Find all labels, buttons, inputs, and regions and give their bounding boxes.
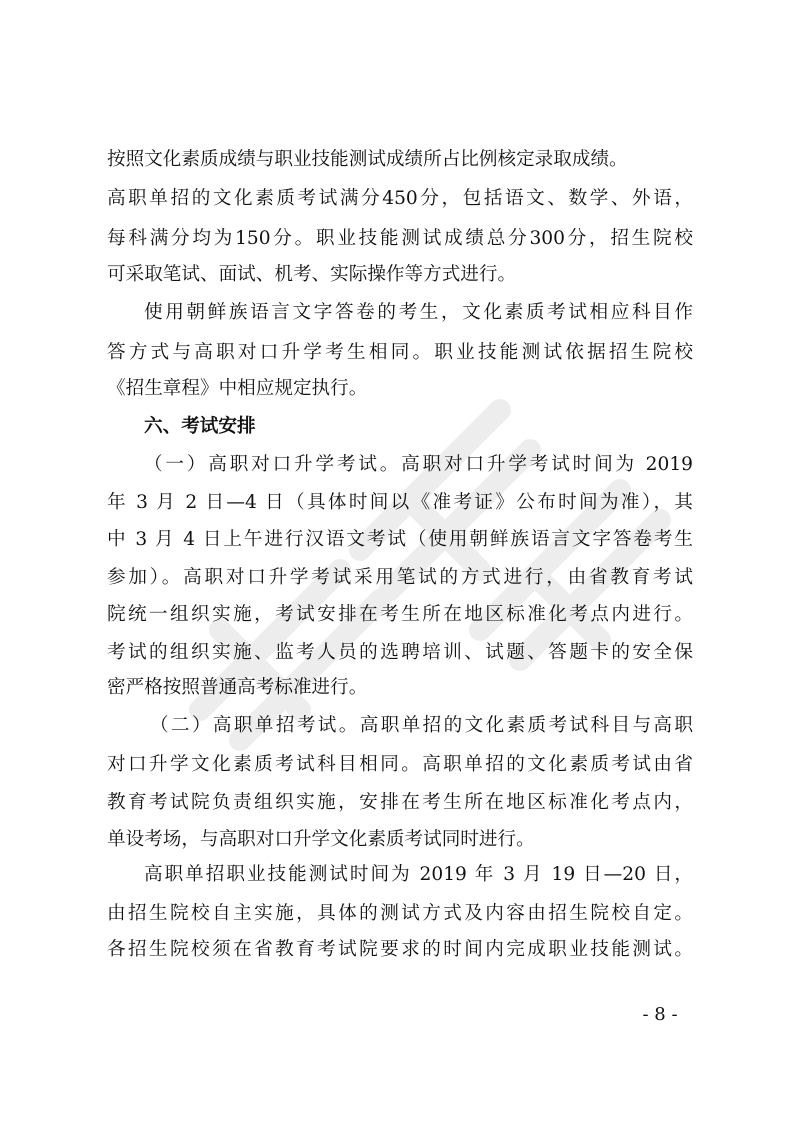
text-line: 对口升学文化素质考试科目相同。高职单招的文化素质考试由省 xyxy=(107,754,693,775)
text-line: 中 3 月 4 日上午进行汉语文考试（使用朝鲜族语言文字答卷考生 xyxy=(107,529,693,550)
text-line: 每科满分均为150分。职业技能测试成绩总分300分，招生院校 xyxy=(107,228,693,249)
paragraph-first-line: （二）高职单招考试。高职单招的文化素质考试科目与高职 xyxy=(150,715,693,736)
paragraph-first-line: 使用朝鲜族语言文字答卷的考生，文化素质考试相应科目作 xyxy=(144,302,693,323)
text-line: 《招生章程》中相应规定执行。 xyxy=(107,378,368,399)
paragraph-first-line: （一）高职对口升学考试。高职对口升学考试时间为 2019 xyxy=(144,454,693,475)
text-line: 密严格按照普通高考标准进行。 xyxy=(107,677,368,698)
text-line: 教育考试院负责组织实施，安排在考生所在地区标准化考点内， xyxy=(107,792,693,813)
text-line: 由招生院校自主实施，具体的测试方式及内容由招生院校自定。 xyxy=(107,903,693,924)
text-line: 可采取笔试、面试、机考、实际操作等方式进行。 xyxy=(107,264,517,285)
page-number: - 8 - xyxy=(642,1004,678,1025)
text-line: 院统一组织实施，考试安排在考生所在地区标准化考点内进行。 xyxy=(107,604,693,625)
text-line: 参加）。高职对口升学考试采用笔试的方式进行，由省教育考试 xyxy=(107,567,693,588)
text-line: 年 3 月 2 日—4 日（具体时间以《准考证》公布时间为准），其 xyxy=(107,492,693,513)
section-heading: 六、考试安排 xyxy=(144,416,256,437)
text-line: 按照文化素质成绩与职业技能测试成绩所占比例核定录取成绩。 xyxy=(107,149,628,170)
text-line: 高职单招的文化素质考试满分450分，包括语文、数学、外语， xyxy=(107,188,693,209)
text-line: 各招生院校须在省教育考试院要求的时间内完成职业技能测试。 xyxy=(107,939,693,960)
paragraph-first-line: 高职单招职业技能测试时间为 2019 年 3 月 19 日—20 日， xyxy=(144,864,693,885)
text-line: 单设考场，与高职对口升学文化素质考试同时进行。 xyxy=(107,829,535,850)
text-line: 答方式与高职对口升学考生相同。职业技能测试依据招生院校 xyxy=(107,342,693,363)
text-line: 考试的组织实施、监考人员的选聘培训、试题、答题卡的安全保 xyxy=(107,642,693,663)
